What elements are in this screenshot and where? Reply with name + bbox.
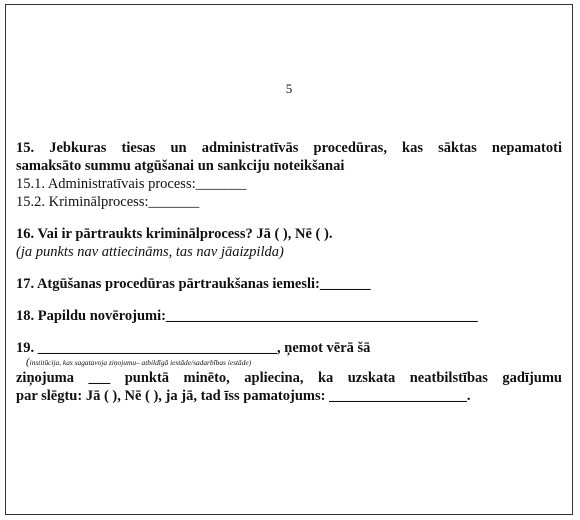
section-19	[16, 339, 562, 405]
section-16-question: 16. Vai ir pārtraukts kriminālprocess? Jā ( ), Nē ( ).	[16, 226, 333, 242]
section-15-item-2: 15.2. Kriminālprocess:_______	[16, 194, 200, 210]
page-number: 5	[285, 81, 293, 96]
footnote-paren: (	[26, 356, 30, 368]
section-18: 18. Papildu novērojumi:___________________________________________	[16, 308, 478, 324]
section-19-line2: ziņojuma ___ punktā minēto, apliecina, ka uzskata neatbilstības gadījumu	[16, 370, 562, 386]
section-16	[16, 225, 562, 261]
section-17: 17. Atgūšanas procedūras pārtraukšanas iemesli:_______	[16, 276, 371, 292]
document-page	[5, 4, 573, 515]
footnote-text: institūcija, kas sagatavoja ziņojumu– atbildīgā iestāde/sadarbības iestāde)	[29, 358, 252, 367]
document-content	[16, 139, 562, 405]
section-15-item-1: 15.1. Administratīvais process:_______	[16, 176, 247, 192]
section-15	[16, 139, 562, 211]
section-19-line3: par slēgtu: Jā ( ), Nē ( ), ja jā, tad īss pamatojums: ___________________.	[16, 388, 471, 404]
section-15-title-line2: samaksāto summu atgūšanai un sankciju noteikšanai	[16, 158, 345, 174]
section-19-footnote	[26, 358, 562, 367]
section-16-note: (ja punkts nav attiecināms, tas nav jāaizpilda)	[16, 244, 284, 260]
section-19-line1: 19. _________________________________, ņemot vērā šā	[16, 340, 371, 356]
section-15-title-line1: 15. Jebkuras tiesas un administratīvās procedūras, kas sāktas nepamatoti	[16, 140, 562, 156]
